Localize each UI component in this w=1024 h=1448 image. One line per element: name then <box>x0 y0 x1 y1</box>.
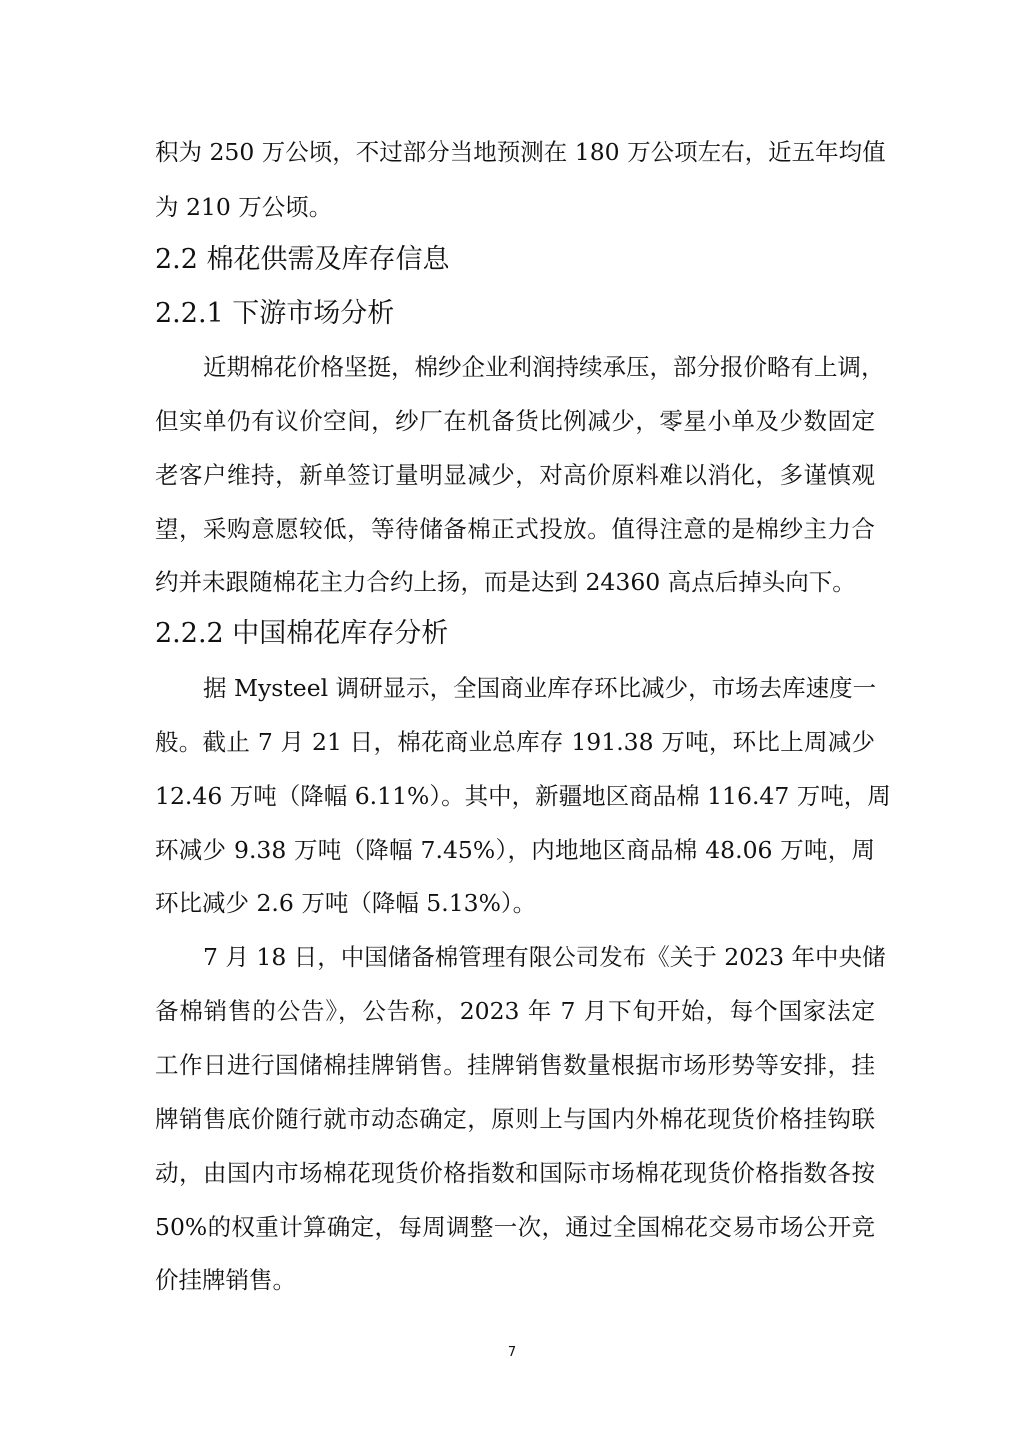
section-heading-2-2: 2.2 棉花供需及库存信息 <box>155 244 450 275</box>
page-number: 7 <box>507 1345 517 1360</box>
paragraph-line: 为 210 万公顷。 <box>155 193 333 221</box>
paragraph-line: 工作日进行国储棉挂牌销售。挂牌销售数量根据市场形势等安排，挂 <box>155 1051 875 1079</box>
paragraph-line: 约并未跟随棉花主力合约上扬，而是达到 24360 高点后掉头向下。 <box>155 568 856 596</box>
paragraph-line: 动，由国内市场棉花现货价格指数和国际市场棉花现货价格指数各按 <box>155 1159 875 1187</box>
paragraph-line: 望，采购意愿较低，等待储备棉正式投放。值得注意的是棉纱主力合 <box>155 515 875 543</box>
paragraph-line: 但实单仍有议价空间，纱厂在机备货比例减少，零星小单及少数固定 <box>155 407 875 435</box>
section-heading-2-2-1: 2.2.1 下游市场分析 <box>155 298 395 329</box>
paragraph-line: 50%的权重计算确定，每周调整一次，通过全国棉花交易市场公开竞 <box>155 1213 875 1241</box>
paragraph-line: 价挂牌销售。 <box>155 1266 296 1294</box>
paragraph-line: 环比减少 2.6 万吨（降幅 5.13%）。 <box>155 889 537 917</box>
paragraph-line: 近期棉花价格坚挺，棉纱企业利润持续承压，部分报价略有上调， <box>203 353 885 381</box>
paragraph-line: 备棉销售的公告》，公告称，2023 年 7 月下旬开始，每个国家法定 <box>155 997 875 1025</box>
paragraph-line: 环减少 9.38 万吨（降幅 7.45%），内地地区商品棉 48.06 万吨，周 <box>155 836 875 864</box>
paragraph-line: 般。截止 7 月 21 日，棉花商业总库存 191.38 万吨，环比上周减少 <box>155 728 875 756</box>
paragraph-line: 牌销售底价随行就市动态确定，原则上与国内外棉花现货价格挂钩联 <box>155 1105 875 1133</box>
paragraph-line: 老客户维持，新单签订量明显减少，对高价原料难以消化，多谨慎观 <box>155 461 875 489</box>
paragraph-line: 积为 250 万公顷，不过部分当地预测在 180 万公项左右，近五年均值 <box>155 138 886 166</box>
paragraph-line: 7 月 18 日，中国储备棉管理有限公司发布《关于 2023 年中央储 <box>203 943 886 971</box>
paragraph-line: 12.46 万吨（降幅 6.11%）。其中，新疆地区商品棉 116.47 万吨，周 <box>155 782 891 810</box>
paragraph-line: 据 Mysteel 调研显示，全国商业库存环比减少，市场去库速度一 <box>203 674 877 702</box>
section-heading-2-2-2: 2.2.2 中国棉花库存分析 <box>155 618 449 649</box>
